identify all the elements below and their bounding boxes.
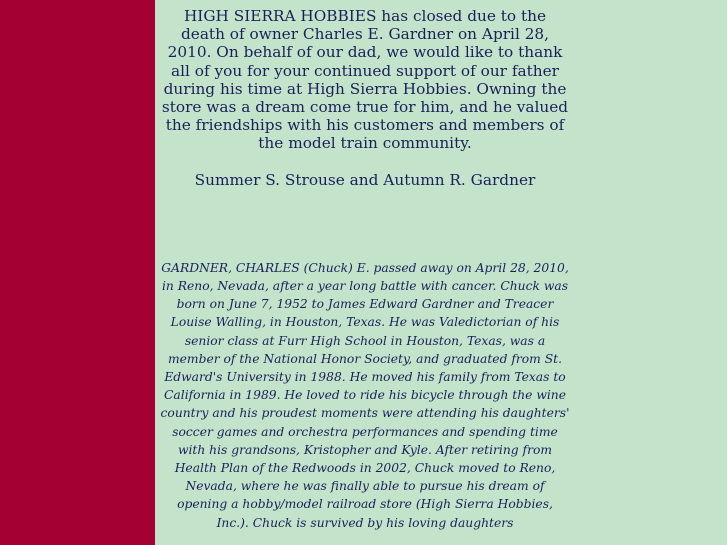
main-content — [160, 0, 570, 545]
sidebar-panel — [0, 0, 155, 545]
closing-notice: HIGH SIERRA HOBBIES has closed due to the death of owner Charles E. Gardner on April 28, 2010. On behalf of our dad, we would like to thank all of you for your continued support of our father during his time at High Sierra Hobbies. Owning the store was a dream come true for him, and he valued the friendships with his customers and members of the model train community. — [161, 7, 569, 153]
obituary-text: GARDNER, CHARLES (Chuck) E. passed away on April 28, 2010, in Reno, Nevada, after a year long battle with cancer. Chuck was born on June 7, 1952 to James Edward Gardner and Treacer Louise Walling, in Houston, Texas. He was Valedictorian of his senior class at Furr High School in Houston, Texas, was a member of the National Honor Society, and graduated from St. Edward's University in 1988. He moved his family from Texas to California in 1989. He loved to ride his bicycle through the wine country and his proudest moments were attending his daughters' soccer games and orchestra performances and spending time with his grandsons, Kristopher and Kyle. After retiring from Health Plan of the Redwoods in 2002, Chuck moved to Reno, Nevada, where he was finally able to pursue his dream of opening a hobby/model railroad store (High Sierra Hobbies, Inc.). Chuck is survived by his loving daughters — [160, 260, 570, 530]
signature-line: Summer S. Strouse and Autumn R. Gardner — [194, 170, 536, 189]
